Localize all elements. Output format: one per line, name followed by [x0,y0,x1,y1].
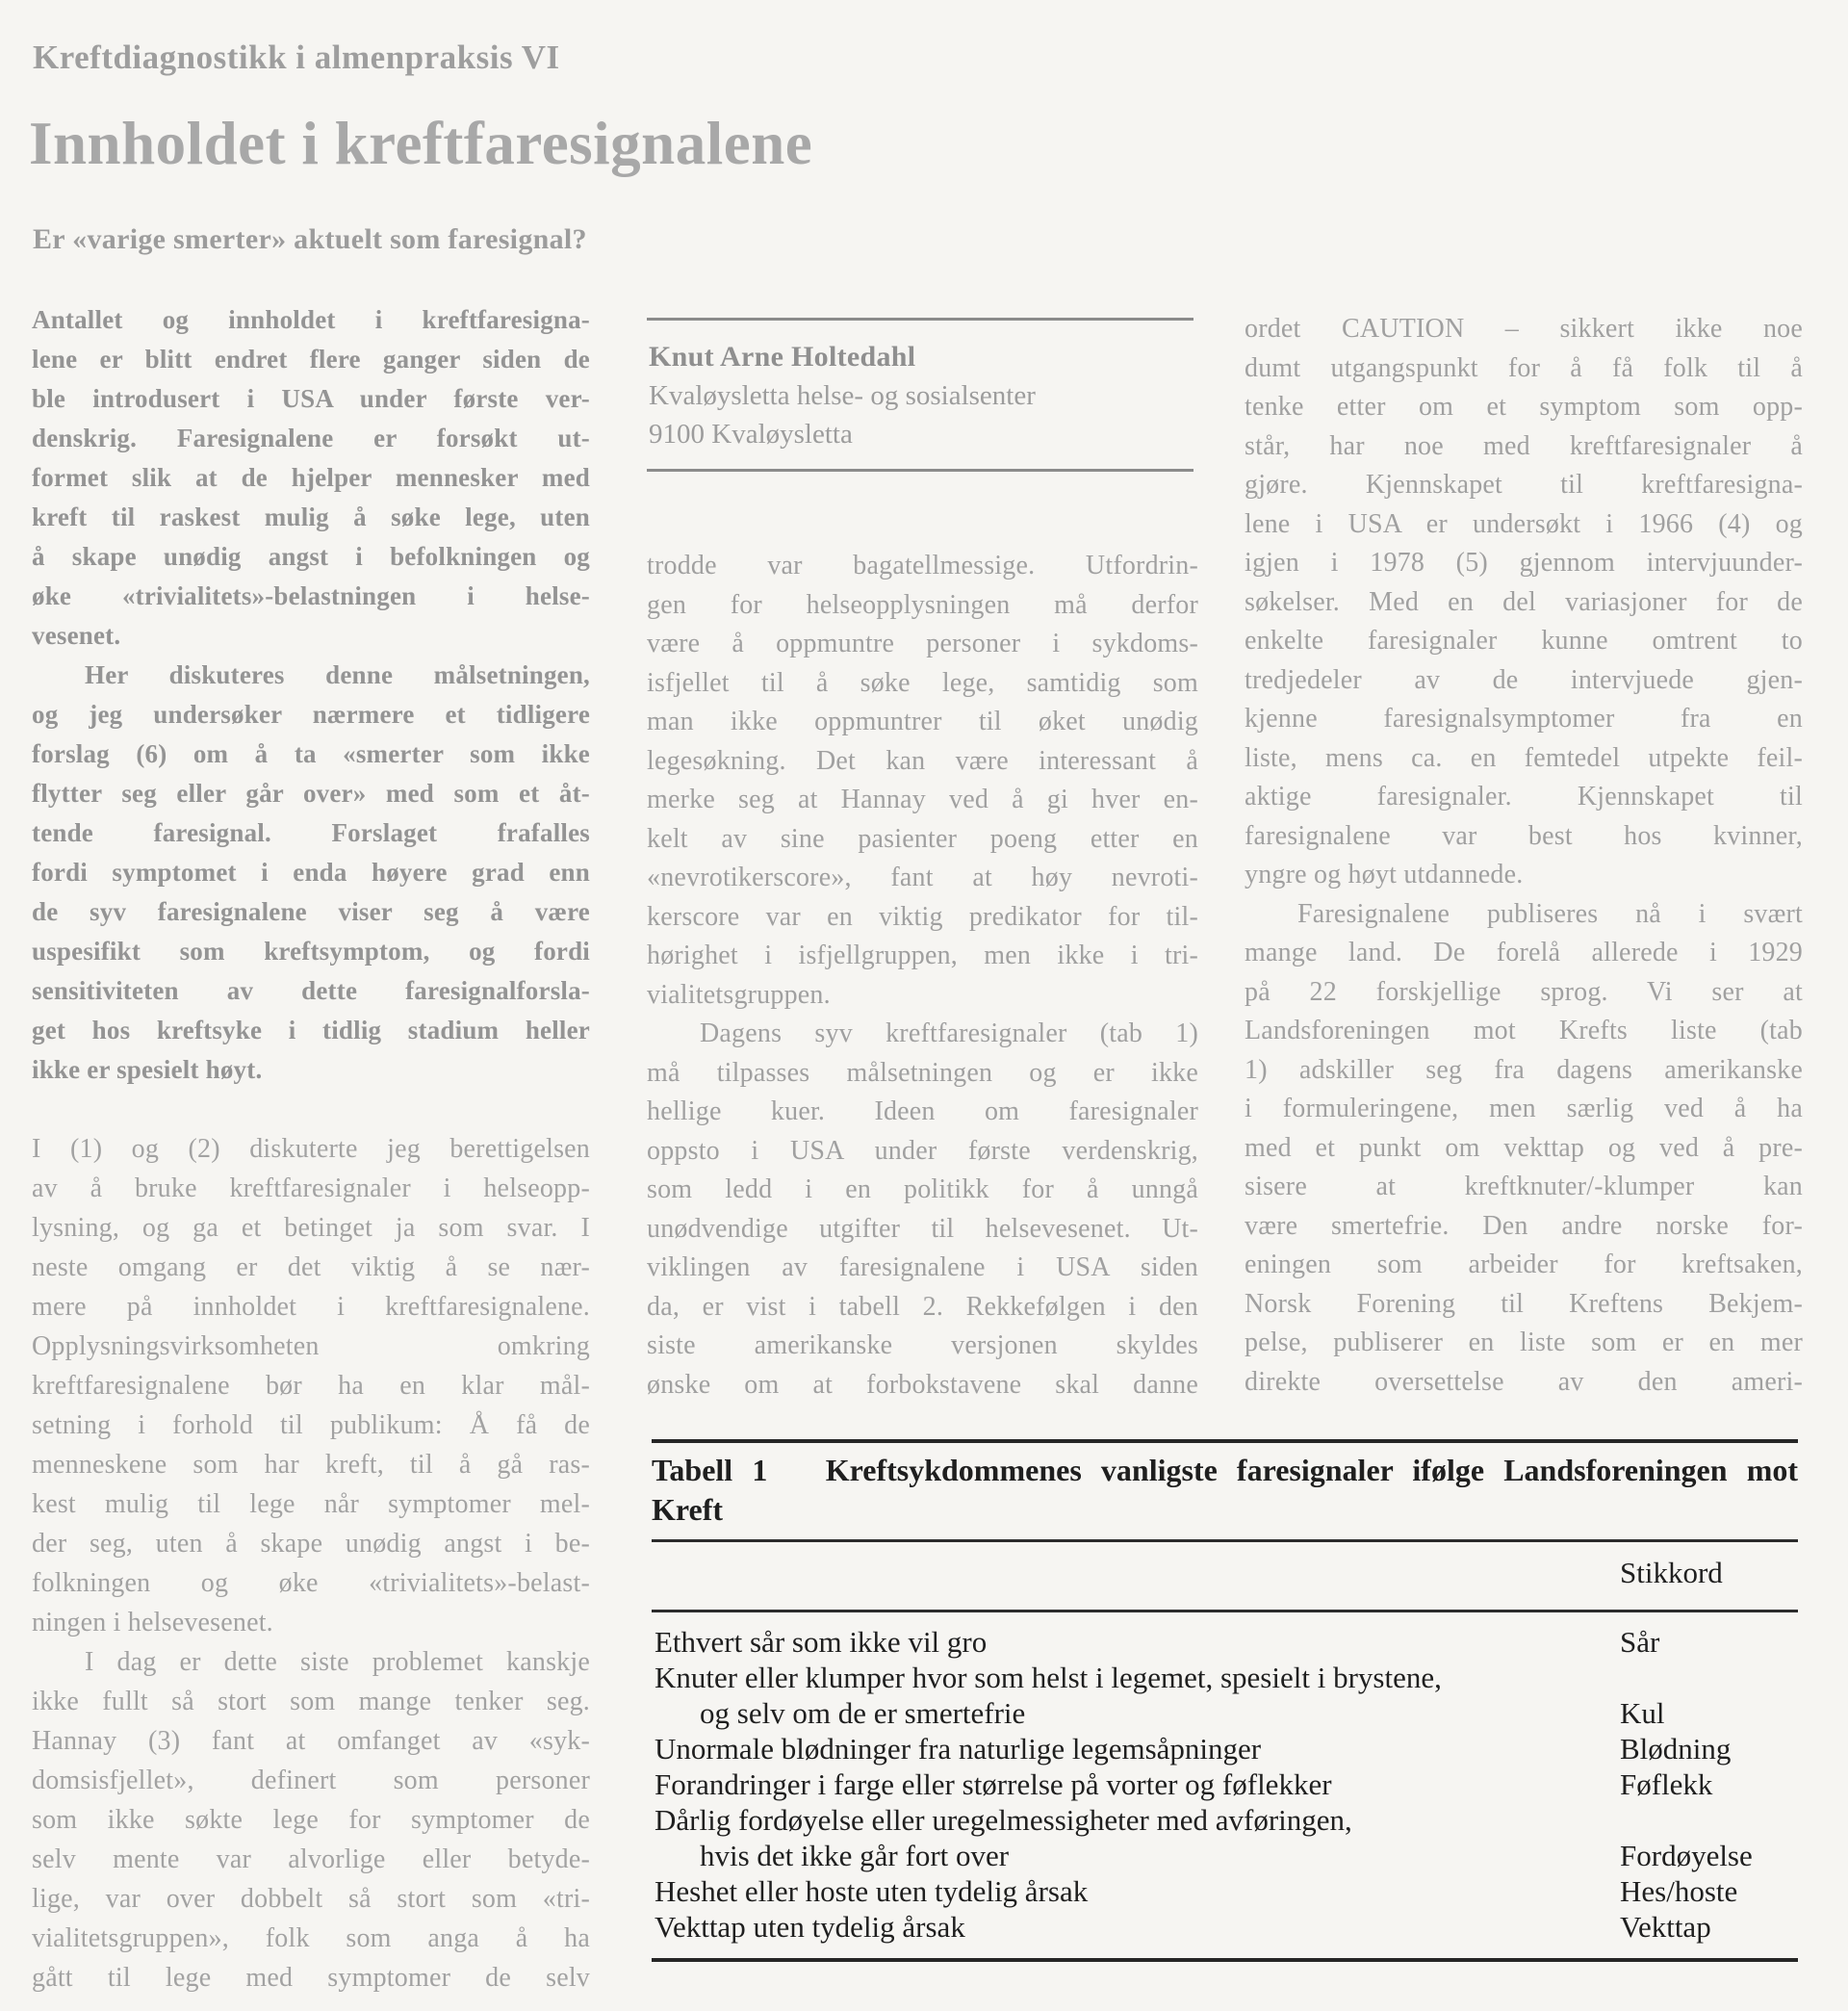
text-line: unødvendige utgifter til helsevesenet. Ut- [647,1213,1198,1244]
text-line: Dagens syv kreftfaresignaler (tab 1) [700,1018,1198,1048]
text-line: der seg, uten å skape unødig angst i be- [32,1529,590,1559]
text-line: kest mulig til lege når symptomer mel- [32,1489,590,1519]
text-line: ordet CAUTION – sikkert ikke noe [1245,314,1803,344]
text-line: vesenet. [32,621,121,650]
table-column-header-row [652,1542,1798,1610]
text-line: legesøkning. Det kan være interessant å [647,745,1198,776]
table-body [652,1612,1798,1958]
text-line: flytter seg eller går over» med som et åt- [32,779,590,808]
text-line: Landsforeningen mot Krefts liste (tab [1245,1016,1803,1045]
table-row [652,1909,1798,1945]
text-column-2 [647,547,1198,1405]
text-line: står, har noe med kreftfaresignaler å [1245,430,1803,461]
table-row [652,1873,1798,1909]
text-line: aktige faresignaler. Kjennskapet til [1245,782,1803,812]
text-line: domsisfjellet», definert som personer [32,1766,590,1795]
table-cell-keyword: Fordøyelse [1620,1839,1753,1872]
text-line: viklingen av faresignalene i USA siden [647,1252,1198,1282]
table-cell-description: Knuter eller klumper hvor som helst i legemet, spesielt i brystene, [654,1661,1442,1694]
table-cell-keyword: Kul [1620,1696,1665,1730]
table-caption-line: Tabell 1 Kreftsykdommenes vanligste faresignaler ifølge Landsforeningen mot [652,1453,1798,1487]
text-line: gjøre. Kjennskapet til kreftfaresigna- [1245,470,1803,500]
table-cell-keyword: Hes/hoste [1620,1874,1738,1908]
text-line: sensitiviteten av dette faresignalforsla- [32,976,590,1005]
text-line: de syv faresignalene viser seg å være [32,897,590,926]
text-line: lene er blitt endret flere ganger siden de [32,345,590,374]
table-row [652,1731,1798,1766]
text-line: dumt utgangspunkt for å få folk til å [1245,352,1803,383]
text-line: kreft til raskest mulig å søke lege, uten [32,503,590,531]
table-1 [652,1439,1798,1962]
text-line: 1) adskiller seg fra dagens amerikanske [1245,1054,1803,1085]
text-line: eningen som arbeider for kreftsaken, [1245,1250,1803,1279]
text-line: vialitetsgruppen. [647,979,831,1010]
text-line: «nevrotikerscore», fant at høy nevroti- [647,863,1198,892]
text-line: kerscore var en viktig predikator for til- [647,901,1198,932]
text-line: ønske om at forbokstavene skal danne [647,1369,1198,1400]
text-line: lene i USA er undersøkt i 1966 (4) og [1245,508,1803,539]
text-line: søkelser. Med en del variasjoner for de [1245,586,1803,617]
text-line: som ledd i en politikk for å unngå [647,1174,1198,1204]
article-subtitle: Er «varige smerter» aktuelt som faresignal? [33,223,587,255]
text-line: kreftfaresignalene bør ha en klar mål- [32,1371,590,1401]
text-line: isfjellet til å søke lege, samtidig som [647,667,1198,698]
text-line: ikke er spesielt høyt. [32,1055,263,1084]
text-line: tredjedeler av de intervjuede gjen- [1245,664,1803,695]
table-cell-keyword: Føflekk [1620,1767,1713,1801]
table-cell-description: hvis det ikke går fort over [700,1839,1010,1872]
text-line: fordi symptomet i enda høyere grad enn [32,858,590,887]
text-line: Opplysningsvirksomheten omkring [32,1331,590,1361]
text-line: Hannay (3) fant at omfanget av «syk- [32,1726,590,1756]
text-line: selv mente var alvorlige eller betyde- [32,1844,590,1874]
text-line: da, er vist i tabell 2. Rekkefølgen i den [647,1291,1198,1322]
text-line: og jeg undersøker nærmere et tidligere [32,700,590,729]
author-box-bottom-rule [647,469,1194,472]
article-title: Innholdet i kreftfaresignalene [29,110,813,177]
text-line: lysning, og ga et betinget ja som svar. I [32,1213,590,1243]
text-line: i formuleringene, men særlig ved å ha [1245,1094,1803,1123]
text-line: neste omgang er det viktig å se nær- [32,1252,590,1282]
table-caption [652,1443,1798,1539]
text-line: get hos kreftsyke i tidlig stadium heller [32,1016,590,1044]
text-line: setning i forhold til publikum: Å få de [32,1410,590,1440]
table-cell-description: Vekttap uten tydelig årsak [654,1910,965,1944]
text-column-3 [1245,310,1803,1402]
text-line: I (1) og (2) diskuterte jeg berettigelsen [32,1134,590,1164]
text-line: med et punkt om vekttap og ved å pre- [1245,1132,1803,1163]
table-row [652,1838,1798,1873]
text-line: av å bruke kreftfaresignaler i helseopp- [32,1173,590,1203]
table-row [652,1766,1798,1802]
text-line: hørighet i isfjellgruppen, men ikke i tri- [647,941,1198,970]
text-line: mere på innholdet i kreftfaresignalene. [32,1292,590,1322]
text-line: pelse, publiserer en liste som er en mer [1245,1328,1803,1357]
table-cell-description: Ethvert sår som ikke vil gro [654,1625,988,1659]
text-line: være å oppmuntre personer i sykdoms- [647,629,1198,658]
text-line: Antallet og innholdet i kreftfaresigna- [32,305,590,334]
table-cell-description: Unormale blødninger fra naturlige legemsåpninger [654,1732,1262,1766]
article-kicker: Kreftdiagnostikk i almenpraksis VI [33,39,560,76]
text-line: merke seg at Hannay ved å gi hver en- [647,785,1198,814]
text-line: trodde var bagatellmessige. Utfordrin- [647,551,1198,580]
text-line: være smertefrie. Den andre norske for- [1245,1210,1803,1241]
table-cell-description: Heshet eller hoste uten tydelig årsak [654,1874,1089,1908]
text-line: liste, mens ca. en femtedel utpekte feil- [1245,742,1803,773]
author-address-line: 9100 Kvaløysletta [649,419,853,450]
table-cell-keyword: Sår [1620,1625,1660,1659]
table-row [652,1624,1798,1660]
paragraph-gap [32,1090,590,1129]
table-row [652,1695,1798,1731]
table-cell-description: Dårlig fordøyelse eller uregelmessigheter med avføringen, [654,1803,1352,1837]
table-row [652,1660,1798,1695]
text-line: kjenne faresignalsymptomer fra en [1245,704,1803,734]
text-line: direkte oversettelse av den ameri- [1245,1366,1803,1397]
text-line: uspesifikt som kreftsymptom, og fordi [32,937,590,966]
text-line: Her diskuteres denne målsetningen, [85,660,590,689]
table-cell-description: Forandringer i farge eller størrelse på vorter og føflekker [654,1767,1332,1801]
text-line: ningen i helsevesenet. [32,1608,273,1637]
text-line: ikke fullt så stort som mange tenker seg. [32,1687,590,1716]
text-line: man ikke oppmuntrer til øket unødig [647,707,1198,736]
text-line: I dag er dette siste problemet kanskje [85,1647,590,1677]
text-line: ble introdusert i USA under første ver- [32,384,590,413]
author-name: Knut Arne Holtedahl [649,341,916,373]
table-cell-keyword: Vekttap [1620,1910,1711,1944]
text-line: enkelte faresignaler kunne omtrent to [1245,626,1803,656]
text-line: gått til lege med symptomer de selv [32,1963,590,1993]
text-line: siste amerikanske versjonen skyldes [647,1330,1198,1360]
text-line: faresignalene var best hos kvinner, [1245,820,1803,851]
text-line: lige, var over dobbelt så stort som «tri- [32,1884,590,1914]
text-line: yngre og høyt utdannede. [1245,860,1524,889]
text-line: denskrig. Faresignalene er forsøkt ut- [32,424,590,452]
text-line: mange land. De forelå allerede i 1929 [1245,938,1803,967]
text-line: tende faresignal. Forslaget frafalles [32,818,590,847]
text-line: Norsk Forening til Kreftens Bekjem- [1245,1288,1803,1319]
text-line: vialitetsgruppen», folk som anga å ha [32,1923,590,1953]
text-line: forslag (6) om å ta «smerter som ikke [32,739,590,768]
table-cell-description: og selv om de er smertefrie [700,1696,1026,1730]
text-line: sisere at kreftknuter/-klumper kan [1245,1172,1803,1201]
table-bottom-rule [652,1958,1798,1962]
author-box [647,318,1194,472]
text-column-1 [32,300,590,1998]
text-line: å skape unødig angst i befolkningen og [32,542,590,571]
text-line: som ikke søkte lege for symptomer de [32,1805,590,1835]
text-line: Faresignalene publiseres nå i svært [1297,898,1803,929]
text-line: oppsto i USA under første verdenskrig, [647,1135,1198,1166]
text-line: på 22 forskjellige sprog. Vi ser at [1245,976,1803,1007]
table-caption-line: Kreft [652,1492,724,1527]
text-line: øke «trivialitets»-belastningen i helse- [32,581,590,610]
text-line: kelt av sine pasienter poeng etter en [647,823,1198,854]
table-column-header: Stikkord [1620,1556,1723,1589]
author-address-line: Kvaløysletta helse- og sosialsenter [649,380,1036,411]
text-line: menneskene som har kreft, til å gå ras- [32,1450,590,1480]
text-line: gen for helseopplysningen må derfor [647,589,1198,620]
text-line: igjen i 1978 (5) gjennom intervjuunder- [1245,548,1803,578]
table-cell-keyword: Blødning [1620,1732,1732,1766]
text-line: tenke etter om et symptom som opp- [1245,392,1803,422]
text-line: folkningen og øke «trivialitets»-belast- [32,1568,590,1598]
text-line: må tilpasses målsetningen og er ikke [647,1057,1198,1088]
text-line: formet slik at de hjelper mennesker med [32,463,590,492]
table-row [652,1802,1798,1838]
text-line: hellige kuer. Ideen om faresignaler [647,1096,1198,1126]
